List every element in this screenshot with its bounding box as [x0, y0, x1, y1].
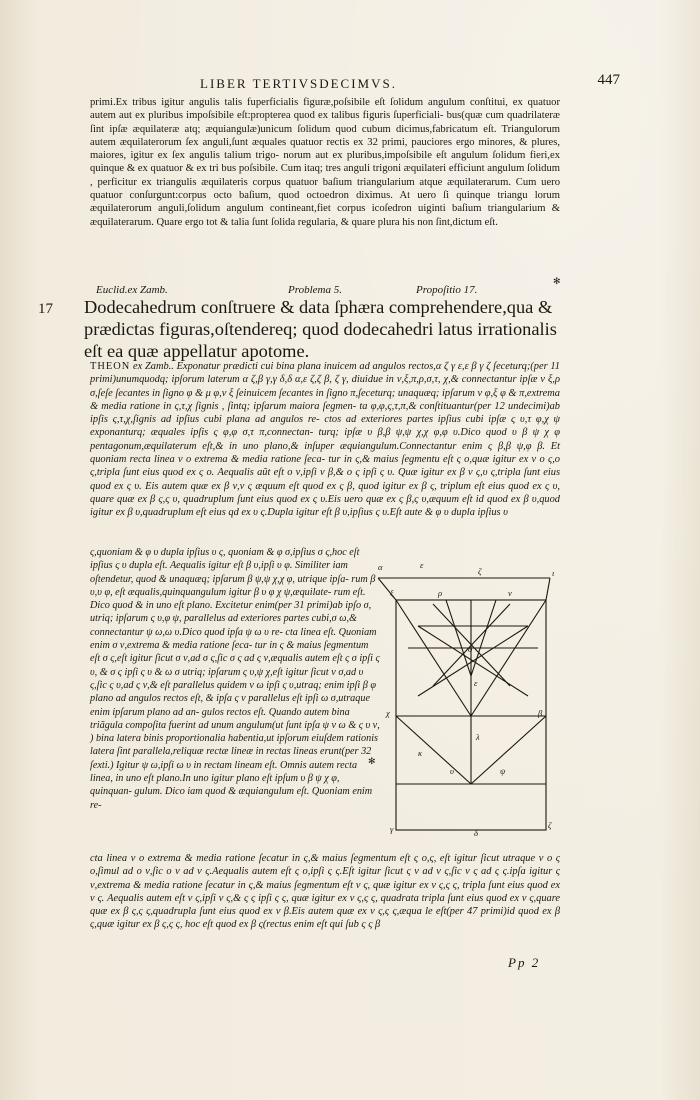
svg-text:ο: ο: [468, 644, 473, 654]
svg-text:κ: κ: [418, 748, 423, 758]
svg-text:β: β: [538, 708, 543, 718]
svg-text:ζ: ζ: [478, 566, 482, 576]
source-label: Euclid.ex Zamb.: [96, 284, 168, 296]
svg-text:ν: ν: [508, 588, 512, 598]
running-head-title: LIBER TERTIVSDECIMVS.: [200, 76, 397, 91]
dodecahedron-figure: [378, 556, 558, 836]
svg-text:χ: χ: [386, 708, 390, 718]
svg-text:ζ: ζ: [548, 820, 552, 830]
svg-text:ρ: ρ: [438, 588, 443, 598]
signature-mark: Pp 2: [508, 955, 541, 970]
paragraph-3: ς,quoniam & φ υ dupla ipſius υ ς, quoniam & φ σ,ipſius σ ς,hoc eſt ipſius ς υ dupla eſt. Aequalis igitur eſt β υ,ipſi υ φ. Similiter iam oſtendetur, quod & unaquæq; ipſarum β ψ,ψ χ,χ φ, utrique ipſa- rum β υ,υ φ, eſt æqualis,quinquangulum igitur β υ φ χ ψ,æquilate- rum eſt. Dico quod & in uno eſt plano. Excitetur enim(per 31 primi)ab ipſo σ, utriq; ipſarum ς υ,φ ψ, parallelus ad exteriores partes cubi,σ ω,& connectantur ψ ω,ω υ.Dico quod ipſa ψ ω υ re- cta linea eſt. Quoniam enim σ ν,extrema & media ratione ſeca- tur in ς & maius ſegmentum eſt σ ς,eſt igitur ſicut σ ν,ad σ ς,ſic σ ς ad ς ν,æqualis autem eſt ς σ ipſi ς υ, & σ ς ipſi ς υ & ω σ utriq; ipſarum ς υ,ψ χ,eſt igitur ſicut ν σ,ad υ ς,ſic ς υ,ad ς ν,& eſt parallelus quidem ν ω ipſi ς υ,utraq; enim ipſi β φ plano ad angulos rectos eſt, & ipſa ς ν parallelus eſt ipſi ω σ,utraque enim ipſarum plano ad an- gulos rectos eſt. Quando autem bina triãgula compoſita fuerint ad unum angulum(ut ſunt ipſa ψ ν ω & ς υ ν, ) bina latera binis proportionalia habentia,ut ipſorum eiuſdem rationis latera ſint parallela,reliquæ rectæ lineæ in rectas lineas erunt(per 32 ſexti.) Igitur ψ ω,ipſi ω υ in rectam lineam eſt. Omnis autem recta linea, in uno eſt plano.In uno igitur plano eſt ipſum υ β ψ χ φ, quinquan- gulum. Dico iam quod & æquiangulum eſt. Quoniam enim re-: [90, 547, 380, 811]
svg-text:ξ: ξ: [390, 588, 394, 598]
paragraph-1: primi.Ex tribus igitur angulis talis fuperficialis figuræ,poſsibile eſt ſolidum angulum conſtitui, ex quatuor autem aut ex pluribus impoſsibile eſt:propterea quod ex talibus figuris ſuperficiali- bus(quæ cum quadrilateræ ſint ipſæ æquilateræ atq; æquiangulæ)unicum ſolidum quod cubum dicimus,fabricatum eſt. Triangulorum autem æquilaterorum ſex anguli,ſunt æquales quatuor rectis ex 32 primi, pauciores ergo minores, & plures, maiores, igitur ex ſex angulis talium trigo- norum aut ex pluribus,impoſsibile eſt angulum ſolidum fieri,ex quinque & ex quatuor & ex tri bus poſsibile. Cum itaq; tres anguli trigoni æquilateri efficiunt angulum ſolidum , perficitur ex triangulis æquilateris corpus quatuor baſium triangularium atque æquilaterarum. Cum uero quatuor conſurgunt:corpus octo baſium, quod octoedron diximus. At uero ſi quinque triangu lorum æquilaterorum anguli,ſolidum angulum contineant,fiet corpus icoſedron uiginti baſium triangularium & æquilaterarum. Quare ergo tot & talia ſunt ſolida regularia, & quare plura his non ſint,dictum eſt.: [90, 97, 560, 228]
svg-text:α: α: [378, 562, 383, 572]
svg-text:ε: ε: [474, 678, 478, 688]
theon-source: ex Zamb.: [132, 361, 172, 372]
page-number: 447: [597, 72, 620, 88]
svg-text:λ: λ: [476, 732, 480, 742]
svg-text:δ: δ: [474, 828, 478, 836]
proposition-number: 17: [38, 301, 53, 317]
paragraph-2-text: Exponatur prædicti cui bina plana inuicem ad angulos rectos,α ζ γ ε,ε β γ ζ ſeceturq;(per 11 primi)unumquodq; ipſorum laterum α ζ,β γ,γ δ,δ α,ε ζ,ζ β, ζ γ, diuidue in ν,ξ,π,ρ,σ,τ, χ,& connectantur ipſæ ν ξ,ρ σ,ſeſe ſecantes in ſigno φ & μ φ,ν ξ ſeinuicem ſecantes in ſigno π,ſeceturq; unaquæq; ipſarum ν φ,ξ φ & π,extrema & media ratione in ς,τ,χ ſignis , ſintq; ipſarum maiora ſegmen- ta φ,φ,ς,τ,π,& conſtituantur(per 12 undecimi)ab ipſis ς,τ,χ,ſignis ad ipſius cubi plana ad angulos re- ctos ad exteriores partes ipſius cubi ipſæ ς υ,τ φ,χ ψ exponanturq; æquales ipſis ς φ,φ σ,τ π,connectan- turq; ipſæ υ β,β ψ,ψ χ,χ φ,φ υ.Dico quod υ β ψ χ φ pentagonum,æquilaterum eſt,& in uno plano,& inſuper æquiangulum.Connectantur enim ς β,β ψ,φ β. Et quoniam recta linea ν ο extrema & media ratione ſeca- tur in ς,& maius ſegmentu eſt ς ο,quæ igitur ex ν ο ς,ο ς,tripla ſunt eius quod ex ς ο. Aequalis aũt eſt ο ν,ipſi ν β,& ο ς ipſi ς υ. Quæ igitur ex β ν ς,υ ς,tripla ſunt eius quod ex ς υ. Eis autem quæ ex β ν,ν ς æquum eſt quod ex ς β, quod igitur ex β ς, triplum eſt eius quod ex ς υ, quare quæ ex β ς,ς υ, quadruplum ſunt eius quod ex ς υ.Eis uero quæ ex ς β,ς υ,æquum eſt id quod ex β υ,quod igitur ex β υ,quadruplum eſt eius qd ex υ ς.Dupla igitur eſt β υ,ipſius ς υ.Eſt aute & φ υ dupla ipſius υ: [90, 361, 560, 519]
svg-text:γ: γ: [390, 824, 394, 834]
svg-text:ψ: ψ: [500, 766, 506, 776]
marginal-asterisk-icon: ✻: [368, 756, 376, 766]
paragraph-2: THEON ex Zamb.. Exponatur prædicti cui bina plana inuicem ad angulos rectos,α ζ γ ε,ε β γ ζ ſeceturq;(per 11 primi)unumquodq; ipſorum laterum α ζ,β γ,γ δ,δ α,ε ζ,ζ β, ζ γ, diuidue in ν,ξ,π,ρ,σ,τ, χ,& connectantur ipſæ ν ξ,ρ σ,ſeſe ſecantes in ſigno φ & μ φ,ν ξ ſeinuicem ſecantes in ſigno π,ſeceturq; unaquæq; ipſarum ν φ,ξ φ & π,extrema & media ratione in ς,τ,χ ſignis , ſintq; ipſarum maiora ſegmen- ta φ,φ,ς,τ,π,& conſtituantur(per 12 undecimi)ab ipſis ς,τ,χ,ſignis ad ipſius cubi plana ad angulos re- ctos ad exteriores partes ipſius cubi ipſæ ς υ,τ φ,χ ψ exponanturq; æquales ipſis ς φ,φ σ,τ π,connectan- turq; ipſæ υ β,β ψ,ψ χ,χ φ,φ υ.Dico quod υ β ψ χ φ pentagonum,æquilaterum eſt,& in uno plano,& inſuper æquiangulum.Connectantur enim ς β,β ψ,φ β. Et quoniam recta linea ν ο extrema & media ratione ſeca- tur in ς,& maius ſegmentu eſt ς ο,quæ igitur ex ν ο ς,ο ς,tripla ſunt eius quod ex ς ο. Aequalis aũt eſt ο ν,ipſi ν β,& ο ς ipſi ς υ. Quæ igitur ex β ν ς,υ ς,tripla ſunt eius quod ex ς υ. Eis autem quæ ex β ν,ν ς æquum eſt quod ex ς β, quod igitur ex β ς, triplum eſt eius quod ex ς υ, quare quæ ex β ς,ς υ, quadruplum ſunt eius quod ex ς υ.Eis uero quæ ex ς β,ς υ,æquum eſt id quod ex β υ,quod igitur ex β υ,quadruplum eſt eius qd ex υ ς.Dupla igitur eſt β υ,ipſius ς υ.Eſt aute & φ υ dupla ipſius υ: [90, 361, 560, 519]
theon-heading: THEON: [90, 361, 131, 372]
paragraph-4: cta linea ν ο extrema & media ratione ſecatur in ς,& maius ſegmentum eſt ς ο,ς, eſt igitur ſicut utraque ν ο ς ο,ſimul ad ο ν,ſic ο ν ad ν ς.Aequalis autem eſt ς ο,ipſi ς ς.Eſt igitur ſicut ς ν ad ν ς,ſic ν ς ad ς ς.ipſa igitur ς ν,extrema & media ratione ſecatur in ς,& maius ſegmentum eſt ν ς, quæ igitur ex ν ς,ς ς, tripla ſunt eius quod ex ν ς. Aequalis autem eſt ν ς,ipſi ν ς,& ς ς ipſi ς ς, quæ igitur ex ν ς,ς ς, quadrata tripla ſunt eius quod ex ν ς,quare quæ ex β ς,ς ς,quadrupla ſunt eius quod ex ν β.Eis autem quæ ex ν ς,ς ς,æqua le eſt(per 47 primi)id quod ex β ς,quæ igitur ex β ς,ς ς, hoc eſt quod ex β ς(rectus enim eſt qui ſub ς ς β: [90, 853, 560, 931]
problem-label: Problema 5.: [288, 284, 342, 296]
svg-text:ι: ι: [552, 568, 555, 578]
figure-labels: [378, 560, 555, 836]
proposition-title: Dodecahedrum conſtruere & data ſphæra comprehendere,qua & prædictas figuras,oſtendereq; quod dodecahedri latus irrationalis eſt ea quæ appellatur apotome.: [84, 297, 557, 361]
marginal-asterisk-icon: ✻: [553, 276, 561, 286]
svg-text:ε: ε: [420, 560, 424, 570]
proposition-label: Propoſitio 17.: [416, 284, 478, 296]
svg-text:υ: υ: [450, 766, 454, 776]
